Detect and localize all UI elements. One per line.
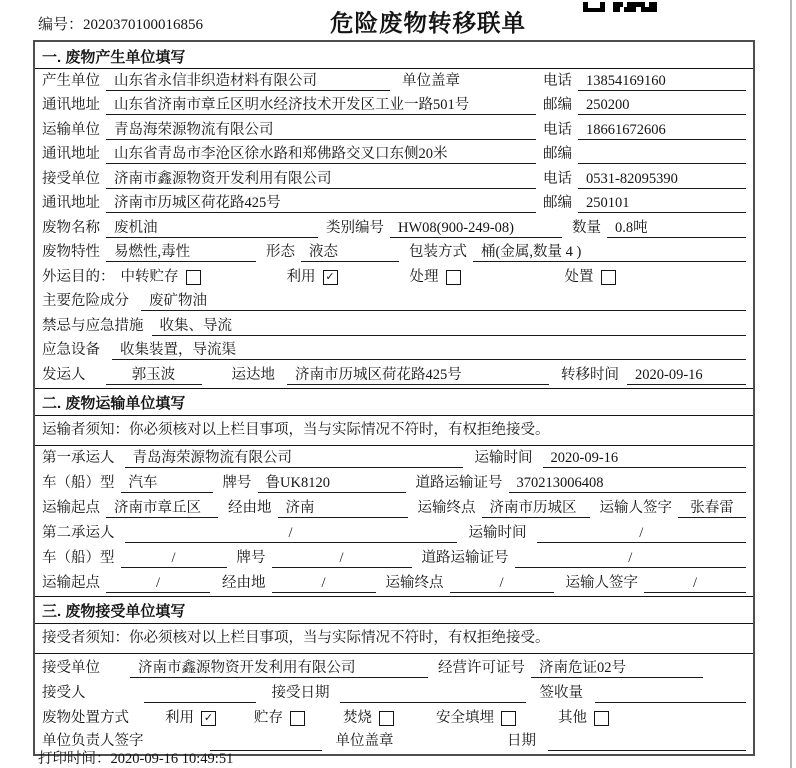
zip-label: 邮编 bbox=[543, 146, 572, 162]
row-waste-traits bbox=[35, 241, 753, 266]
dispose-checkbox bbox=[601, 270, 616, 285]
row-emergency-measures bbox=[35, 314, 753, 339]
transporter-notice: 运输者须知：你必须核对以上栏目事项，当与实际情况不符时，有权拒绝接受。 bbox=[35, 416, 753, 446]
transporter-phone-field: 18661672606 bbox=[578, 121, 746, 140]
traits-label: 废物特性 bbox=[42, 244, 100, 260]
row-accepter bbox=[35, 681, 753, 706]
plate-label: 牌号 bbox=[222, 474, 252, 491]
utilize-checkbox: ✓ bbox=[323, 270, 338, 285]
carrier-sign-label: 运输人签字 bbox=[599, 499, 672, 516]
print-time-label: 打印时间： bbox=[38, 751, 111, 767]
carrier-sign-field: 张春雷 bbox=[678, 499, 746, 518]
road-permit-label: 道路运输证号 bbox=[415, 474, 503, 491]
serial-label: 编号： bbox=[38, 17, 84, 33]
purpose-option-transfer-storage bbox=[121, 268, 201, 287]
option-label: 利用 bbox=[165, 709, 194, 726]
page-title: 危险废物转移联单 bbox=[330, 10, 526, 36]
vehicle-type-label: 车（船）型 bbox=[42, 474, 115, 491]
purpose-option-treat bbox=[410, 268, 461, 287]
second-carrier-label: 第二承运人 bbox=[42, 524, 115, 541]
origin-label: 运输起点 bbox=[42, 574, 100, 591]
waste-name-label: 废物名称 bbox=[42, 219, 100, 236]
row-first-carrier bbox=[35, 446, 753, 471]
section-receiver bbox=[35, 596, 753, 754]
row-disposal-method bbox=[35, 706, 753, 731]
address-label: 通讯地址 bbox=[42, 195, 100, 211]
vehicle-type-2-field: / bbox=[121, 549, 227, 568]
receiver-notice: 接受者须知：你必须核对以上栏目事项，当与实际情况不符时，有权拒绝接受。 bbox=[35, 624, 753, 654]
origin-label: 运输起点 bbox=[42, 499, 100, 516]
option-label: 安全填埋 bbox=[436, 709, 494, 726]
road-permit-label: 道路运输证号 bbox=[421, 549, 509, 566]
license-field: 济南危证02号 bbox=[531, 659, 703, 678]
disposal-method-label: 废物处置方式 bbox=[42, 709, 129, 726]
row-producer-address bbox=[35, 94, 753, 119]
accept-date-label: 接受日期 bbox=[271, 684, 330, 701]
plate-label: 牌号 bbox=[236, 549, 266, 566]
packaging-field: 桶(金属,数量 4 ) bbox=[473, 243, 746, 262]
transport-time-label: 运输时间 bbox=[468, 524, 527, 541]
option-label: 利用 bbox=[286, 268, 316, 285]
transfer-time-label: 转移时间 bbox=[561, 366, 619, 383]
first-carrier-label: 第一承运人 bbox=[42, 449, 115, 466]
row-vehicle-1 bbox=[35, 471, 753, 496]
producer-phone-field: 13854169160 bbox=[578, 72, 746, 91]
producer-field: 山东省永信非织造材料有限公司 bbox=[106, 72, 390, 91]
serial-number-line bbox=[38, 13, 203, 34]
producer-address-field: 山东省济南市章丘区明水经济技术开发区工业一路501号 bbox=[106, 96, 536, 115]
accepter-field bbox=[144, 684, 256, 703]
purpose-option-utilize bbox=[287, 268, 338, 287]
transfer-time-field: 2020-09-16 bbox=[627, 366, 746, 385]
section-producer bbox=[35, 42, 753, 388]
category-label: 类别编号 bbox=[326, 219, 384, 236]
plate-field: 鲁UK8120 bbox=[258, 474, 406, 493]
via-field: 济南 bbox=[278, 499, 408, 518]
row-receiver-address bbox=[35, 192, 753, 217]
disposal-option-other bbox=[558, 709, 609, 728]
row-main-hazard bbox=[35, 290, 753, 315]
plate-2-field: / bbox=[272, 549, 412, 568]
disposal-option-storage bbox=[254, 709, 305, 728]
shipper-field: 郭玉波 bbox=[106, 366, 202, 385]
transport-time-label: 运输时间 bbox=[474, 449, 533, 466]
purpose-option-dispose bbox=[565, 268, 616, 287]
terminus-field: 济南市历城区 bbox=[482, 499, 590, 518]
second-carrier-field: / bbox=[125, 524, 457, 543]
second-transport-time-field: / bbox=[537, 524, 747, 543]
received-qty-label: 签收量 bbox=[539, 684, 583, 701]
accept-unit-label: 接受单位 bbox=[42, 659, 100, 676]
emergency-measures-field: 收集、导流 bbox=[152, 317, 747, 336]
accepter-label: 接受人 bbox=[42, 684, 86, 701]
destination-label: 运达地 bbox=[231, 366, 275, 383]
quantity-field: 0.8吨 bbox=[607, 219, 746, 238]
manifest-form bbox=[33, 40, 755, 756]
packaging-label: 包装方式 bbox=[409, 244, 467, 260]
receiver-phone-field: 0531-82095390 bbox=[578, 170, 746, 189]
producer-label: 产生单位 bbox=[42, 72, 100, 89]
row-producer bbox=[35, 69, 753, 94]
form-label: 形态 bbox=[266, 244, 295, 260]
accept-unit-field: 济南市鑫源物资开发利用有限公司 bbox=[130, 659, 428, 678]
option-label: 处置 bbox=[564, 268, 594, 285]
section-transporter bbox=[35, 388, 753, 596]
option-label: 焚烧 bbox=[343, 709, 372, 726]
origin-field: 济南市章丘区 bbox=[106, 499, 218, 518]
disposal-other-checkbox bbox=[594, 711, 609, 726]
producer-zip-field: 250200 bbox=[578, 96, 746, 115]
row-transporter bbox=[35, 118, 753, 143]
terminus-label: 运输终点 bbox=[417, 499, 476, 516]
emergency-measures-label: 禁忌与应急措施 bbox=[42, 317, 144, 334]
row-route-2 bbox=[35, 571, 753, 596]
disposal-option-utilize bbox=[165, 709, 216, 728]
transporter-label: 运输单位 bbox=[42, 121, 100, 138]
address-label: 通讯地址 bbox=[42, 97, 100, 113]
receiver-address-field: 济南市历城区荷花路425号 bbox=[106, 194, 536, 213]
zip-label: 邮编 bbox=[543, 97, 572, 113]
row-purpose bbox=[35, 265, 753, 290]
road-permit-field: 370213006408 bbox=[509, 474, 747, 493]
treat-checkbox bbox=[446, 270, 461, 285]
disposal-storage-checkbox bbox=[290, 711, 305, 726]
seal-label: 单位盖章 bbox=[402, 72, 460, 89]
form-field: 液态 bbox=[301, 243, 399, 262]
phone-label: 电话 bbox=[543, 121, 572, 138]
receiver-field: 济南市鑫源物资开发利用有限公司 bbox=[106, 170, 536, 189]
receiver-zip-field: 250101 bbox=[578, 194, 746, 213]
disposal-utilize-checkbox: ✓ bbox=[201, 711, 216, 726]
license-label: 经营许可证号 bbox=[438, 659, 525, 676]
traits-field: 易燃性,毒性 bbox=[106, 243, 256, 262]
disposal-incinerate-checkbox bbox=[379, 711, 394, 726]
terminus-2-field: / bbox=[450, 574, 554, 593]
shipper-label: 发运人 bbox=[42, 366, 86, 383]
row-accept-unit bbox=[35, 654, 753, 681]
quantity-label: 数量 bbox=[572, 219, 601, 236]
date-field bbox=[548, 732, 746, 751]
row-second-carrier bbox=[35, 521, 753, 546]
purpose-label: 外运目的： bbox=[42, 268, 115, 285]
transporter-zip-field bbox=[578, 145, 746, 164]
via-label: 经由地 bbox=[228, 499, 272, 516]
terminus-label: 运输终点 bbox=[385, 574, 444, 591]
address-label: 通讯地址 bbox=[42, 146, 100, 162]
page-right-edge bbox=[790, 0, 792, 768]
serial-value: 2020370100016856 bbox=[83, 17, 204, 33]
option-label: 其他 bbox=[558, 709, 587, 726]
zip-label: 邮编 bbox=[543, 195, 572, 211]
first-transport-time-field: 2020-09-16 bbox=[543, 449, 747, 468]
row-vehicle-2 bbox=[35, 546, 753, 571]
option-label: 处理 bbox=[409, 268, 439, 285]
section3-title: 三. 废物接受单位填写 bbox=[35, 597, 753, 624]
via-label: 经由地 bbox=[222, 574, 266, 591]
vehicle-type-field: 汽车 bbox=[121, 474, 213, 493]
row-shipper bbox=[35, 363, 753, 388]
unit-seal-label: 单位盖章 bbox=[335, 732, 394, 749]
carrier-sign-2-field: / bbox=[644, 574, 746, 593]
transporter-field: 青岛海荣源物流有限公司 bbox=[106, 121, 536, 140]
section2-title: 二. 废物运输单位填写 bbox=[35, 389, 753, 416]
main-hazard-field: 废矿物油 bbox=[141, 292, 746, 311]
vehicle-type-label: 车（船）型 bbox=[42, 549, 115, 566]
option-label: 贮存 bbox=[254, 709, 283, 726]
row-receiver bbox=[35, 167, 753, 192]
row-emergency-equipment bbox=[35, 339, 753, 364]
received-qty-field bbox=[595, 684, 746, 703]
print-time-value: 2020-09-16 10:49:51 bbox=[110, 751, 234, 767]
qr-code-fragment-icon bbox=[583, 0, 657, 17]
transfer-storage-checkbox bbox=[186, 270, 201, 285]
origin-2-field: / bbox=[106, 574, 210, 593]
phone-label: 电话 bbox=[543, 72, 572, 89]
destination-field: 济南市历城区荷花路425号 bbox=[287, 366, 549, 385]
category-field: HW08(900-249-08) bbox=[390, 219, 562, 238]
date-label: 日期 bbox=[507, 732, 536, 749]
disposal-landfill-checkbox bbox=[501, 711, 516, 726]
first-carrier-field: 青岛海荣源物流有限公司 bbox=[125, 449, 463, 468]
disposal-option-landfill bbox=[436, 709, 516, 728]
row-route-1 bbox=[35, 496, 753, 521]
disposal-option-incinerate bbox=[343, 709, 394, 728]
section1-title: 一. 废物产生单位填写 bbox=[35, 42, 753, 69]
accept-date-field bbox=[340, 684, 526, 703]
emergency-equipment-label: 应急设备 bbox=[42, 342, 100, 358]
emergency-equipment-field: 收集装置，导流渠 bbox=[112, 341, 746, 360]
print-time-line bbox=[38, 747, 233, 768]
receiver-label: 接受单位 bbox=[42, 170, 100, 187]
waste-name-field: 废机油 bbox=[106, 219, 318, 238]
phone-label: 电话 bbox=[543, 170, 572, 187]
via-2-field: / bbox=[272, 574, 376, 593]
row-waste-name bbox=[35, 216, 753, 241]
road-permit-2-field: / bbox=[515, 549, 747, 568]
option-label: 中转贮存 bbox=[120, 268, 179, 285]
transporter-address-field: 山东省青岛市李沧区徐水路和郑佛路交叉口东侧20米 bbox=[106, 145, 536, 164]
row-transporter-address bbox=[35, 143, 753, 168]
main-hazard-label: 主要危险成分 bbox=[42, 293, 129, 309]
responsible-sign-label: 单位负责人签字 bbox=[42, 732, 144, 749]
carrier-sign-label: 运输人签字 bbox=[565, 574, 638, 591]
